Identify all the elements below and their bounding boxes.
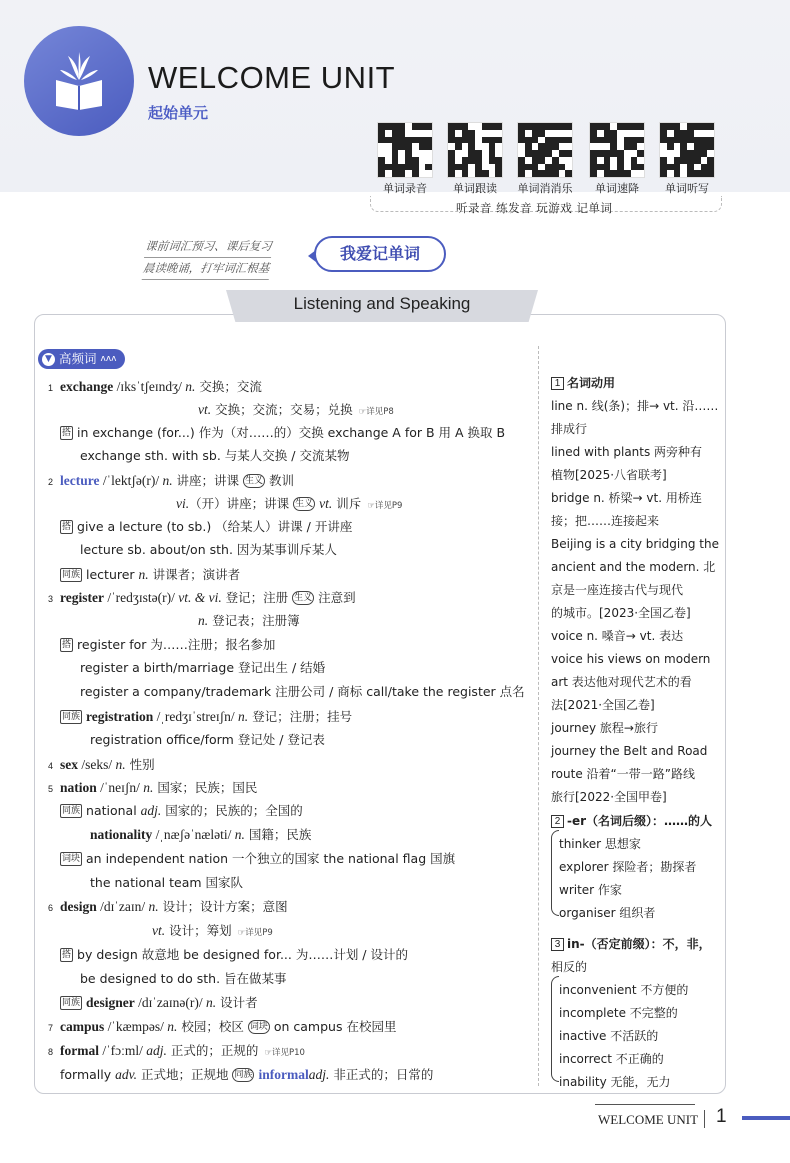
side-note-text: inability 无能，无力 bbox=[559, 1075, 671, 1089]
vocab-line bbox=[60, 802, 303, 820]
unit-subtitle: 起始单元 bbox=[148, 104, 209, 122]
chinese-meaning: 交换；交流；交易；兑换 bbox=[211, 402, 353, 417]
unit-logo bbox=[24, 26, 134, 136]
vocab-line bbox=[90, 826, 311, 844]
vocab-line bbox=[198, 401, 394, 421]
chinese-meaning: 教训 bbox=[269, 473, 295, 488]
headword: nation bbox=[60, 780, 97, 795]
side-note-text: 排成行 bbox=[551, 422, 588, 436]
chinese-meaning: 国家；民族；国民 bbox=[153, 780, 258, 795]
side-note-line bbox=[559, 835, 641, 853]
vocab-line bbox=[198, 612, 300, 630]
tag-badge: 生义 bbox=[245, 476, 264, 486]
side-note-text: writer 作家 bbox=[559, 883, 622, 897]
vocab-line bbox=[60, 850, 455, 868]
phonetic: /seks/ bbox=[78, 757, 116, 772]
side-section-number: 2 bbox=[551, 815, 564, 828]
side-note-text: 旅行[2022·全国甲卷] bbox=[551, 790, 667, 804]
vocab-line bbox=[80, 970, 287, 988]
phonetic: /ˌnæʃəˈnæləti/ bbox=[152, 827, 235, 842]
part-of-speech: n. bbox=[148, 899, 159, 914]
side-note-text: 法[2021·全国乙卷] bbox=[551, 698, 655, 712]
side-note-line bbox=[551, 958, 587, 976]
vocab-line bbox=[48, 779, 258, 797]
chevron-down-icon: ▼ bbox=[42, 353, 55, 366]
vocab-line bbox=[48, 472, 295, 490]
side-note-text: 的城市。[2023·全国乙卷] bbox=[551, 606, 691, 620]
side-note-line bbox=[559, 1004, 678, 1022]
part-of-speech: vi. bbox=[176, 496, 190, 511]
vocab-line bbox=[80, 447, 349, 465]
page-reference: ☞详见P9 bbox=[367, 501, 403, 511]
phonetic: /ɪksˈtʃeɪndʒ/ bbox=[113, 379, 186, 394]
tag-badge: 搭 bbox=[62, 428, 72, 438]
side-section-title: -er（名词后缀）：……的人 bbox=[567, 814, 713, 828]
side-note-text: inactive 不活跃的 bbox=[559, 1029, 659, 1043]
part-of-speech: n. bbox=[143, 780, 154, 795]
headword: register bbox=[60, 590, 104, 605]
qr-code-icon[interactable] bbox=[589, 122, 645, 178]
chinese-meaning: 登记；注册；挂号 bbox=[248, 709, 353, 724]
vocab-line bbox=[48, 378, 262, 396]
high-frequency-badge bbox=[38, 349, 125, 369]
part-of-speech: n. bbox=[237, 709, 249, 724]
tag-badge: 搭 bbox=[62, 950, 72, 960]
entry-number: 3 bbox=[48, 594, 54, 604]
side-note-line bbox=[551, 650, 710, 668]
side-note-line bbox=[551, 742, 707, 760]
tag-badge: 生义 bbox=[295, 499, 314, 509]
chinese-meaning: 设计；设计方案；意图 bbox=[158, 899, 288, 914]
side-note-text: lined with plants 两旁种有 bbox=[551, 445, 703, 459]
side-note-text: 植物[2025·八省联考] bbox=[551, 468, 667, 482]
entry-number: 7 bbox=[48, 1023, 54, 1033]
headword: designer bbox=[86, 995, 135, 1010]
qr-code-item[interactable] bbox=[654, 122, 720, 196]
side-note-line bbox=[551, 935, 711, 953]
side-note-line bbox=[551, 812, 712, 830]
side-note-line bbox=[551, 673, 692, 691]
vocab-line bbox=[48, 898, 288, 916]
side-note-line bbox=[551, 719, 658, 737]
part-of-speech: n. bbox=[234, 827, 245, 842]
qr-code-item[interactable] bbox=[584, 122, 650, 196]
side-note-text: organiser 组织者 bbox=[559, 906, 656, 920]
entry-text: lecture sb. about/on sth. 因为某事训斥某人 bbox=[80, 542, 337, 557]
vocab-line bbox=[48, 1042, 305, 1062]
entry-text: in exchange (for...) 作为（对……的）交换 exchange A for B 用 A 换取 B bbox=[77, 425, 506, 440]
page-reference: ☞详见P10 bbox=[264, 1048, 305, 1058]
side-note-line bbox=[551, 696, 655, 714]
side-note-line bbox=[559, 1050, 664, 1068]
tag-badge: 搭 bbox=[62, 522, 72, 532]
chinese-meaning: 注意到 bbox=[318, 590, 356, 605]
side-note-text: Beijing is a city bridging the bbox=[551, 537, 719, 551]
side-note-line bbox=[559, 981, 688, 999]
tag-badge: 同族 bbox=[62, 806, 81, 816]
brace-er bbox=[551, 830, 559, 916]
chinese-meaning: 性别 bbox=[125, 757, 155, 772]
chinese-meaning: 国家的；民族的；全国的 bbox=[161, 803, 303, 818]
entry-text: registration office/form 登记处 / 登记表 bbox=[90, 732, 325, 747]
footer-accent-bar bbox=[742, 1116, 790, 1120]
chinese-meaning: 登记表；注册簿 bbox=[208, 613, 300, 628]
vocab-line bbox=[80, 659, 325, 677]
side-note-text: incomplete 不完整的 bbox=[559, 1006, 678, 1020]
tag-badge: 同族 bbox=[62, 570, 81, 580]
part-of-speech: n. bbox=[115, 757, 126, 772]
part-of-speech: vt. bbox=[319, 496, 333, 511]
side-note-text: explorer 探险者；勘探者 bbox=[559, 860, 697, 874]
part-of-speech: n. bbox=[198, 613, 209, 628]
vocab-line bbox=[176, 495, 402, 515]
side-note-text: thinker 思想家 bbox=[559, 837, 641, 851]
vocab-line bbox=[48, 589, 356, 607]
column-divider bbox=[538, 346, 539, 1086]
note-line-2: 晨读晚诵，打牢词汇根基 bbox=[142, 258, 271, 280]
high-frequency-label: 高频词 bbox=[59, 351, 97, 366]
chinese-meaning: 登记；注册 bbox=[221, 590, 293, 605]
qr-code-item[interactable] bbox=[372, 122, 438, 196]
phonetic: /dɪˈzaɪn/ bbox=[96, 899, 149, 914]
section-title: Listening and Speaking bbox=[293, 294, 471, 313]
entry-text: an independent nation 一个独立的国家 the national flag 国旗 bbox=[86, 851, 456, 866]
tag-badge: 词块 bbox=[62, 854, 81, 864]
chinese-meaning: 设计者 bbox=[216, 995, 258, 1010]
entry-number: 4 bbox=[48, 761, 54, 771]
qr-code-icon[interactable] bbox=[659, 122, 715, 178]
footer-rule bbox=[595, 1104, 695, 1105]
side-note-text: 接；把……连接起来 bbox=[551, 514, 660, 528]
qr-code-icon[interactable] bbox=[377, 122, 433, 178]
headword: registration bbox=[86, 709, 154, 724]
entry-text: exchange sth. with sb. 与某人交换 / 交流某物 bbox=[80, 448, 350, 463]
side-note-text: ancient and the modern. 北 bbox=[551, 560, 716, 574]
headword: sex bbox=[60, 757, 78, 772]
footer-separator bbox=[704, 1110, 705, 1128]
entry-text: by design 故意地 be designed for... 为……计划 / 设计的 bbox=[77, 947, 408, 962]
side-note-line bbox=[551, 558, 715, 576]
vocab-line bbox=[48, 756, 155, 774]
side-section-number: 3 bbox=[551, 938, 564, 951]
side-note-line bbox=[559, 904, 655, 922]
vocab-line bbox=[60, 708, 352, 726]
vocab-line bbox=[60, 566, 240, 584]
qr-code-icon[interactable] bbox=[517, 122, 573, 178]
side-note-text: 相反的 bbox=[551, 960, 588, 974]
page-number: 1 bbox=[716, 1106, 727, 1127]
entry-text: give a lecture (to sb.) （给某人）讲课 / 开讲座 bbox=[77, 519, 353, 534]
side-note-text: voice his views on modern bbox=[551, 652, 711, 666]
book-icon bbox=[52, 50, 106, 112]
side-section-title: in-（否定前缀）：不，非， bbox=[567, 937, 711, 951]
side-note-text: inconvenient 不方便的 bbox=[559, 983, 689, 997]
side-note-line bbox=[551, 466, 667, 484]
entry-number: 5 bbox=[48, 784, 54, 794]
entry-text: the national team 国家队 bbox=[90, 875, 244, 890]
vocab-line bbox=[48, 1018, 397, 1036]
side-note-line bbox=[551, 788, 667, 806]
vocab-line bbox=[80, 541, 337, 559]
part-of-speech: adv. bbox=[115, 1067, 137, 1082]
part-of-speech: adj. bbox=[308, 1067, 330, 1082]
side-note-line bbox=[551, 581, 683, 599]
vocab-line bbox=[90, 874, 243, 892]
vocab-line bbox=[60, 424, 505, 442]
chinese-meaning: 交换；交流 bbox=[195, 379, 262, 394]
chinese-meaning: 讲课者；演讲者 bbox=[148, 567, 241, 582]
entry-text: register a birth/marriage 登记出生 / 结婚 bbox=[80, 660, 326, 675]
qr-code-row bbox=[372, 122, 722, 202]
side-note-text: line n. 线(条)；排→ vt. 沿…… bbox=[551, 399, 719, 413]
qr-code-label: 单词消消乐 bbox=[517, 182, 573, 195]
entry-text: register for 为……注册；报名参加 bbox=[77, 637, 276, 652]
part-of-speech: n. bbox=[162, 473, 173, 488]
vocab-line bbox=[152, 922, 273, 942]
handwritten-note bbox=[142, 236, 273, 280]
chinese-meaning: （开）讲座；讲课 bbox=[189, 496, 294, 511]
entry-text: be designed to do sth. 旨在做某事 bbox=[80, 971, 287, 986]
qr-code-label: 单词录音 bbox=[383, 182, 427, 195]
vocab-line bbox=[60, 636, 275, 654]
side-note-text: 京是一座连接古代与现代 bbox=[551, 583, 684, 597]
entry-number: 6 bbox=[48, 903, 54, 913]
side-note-text: journey the Belt and Road bbox=[551, 744, 708, 758]
side-note-line bbox=[551, 535, 719, 553]
entry-number: 1 bbox=[48, 383, 54, 393]
chinese-meaning: 非正式的；日常的 bbox=[329, 1067, 434, 1082]
part-of-speech: n. bbox=[167, 1019, 178, 1034]
brace-in bbox=[551, 976, 559, 1082]
part-of-speech: n. bbox=[185, 379, 196, 394]
wave-icon: ʌʌʌ bbox=[100, 354, 117, 364]
vocab-line bbox=[60, 518, 352, 536]
chinese-meaning: 讲座；讲课 bbox=[172, 473, 244, 488]
side-note-line bbox=[551, 420, 587, 438]
side-note-text: bridge n. 桥梁→ vt. 用桥连 bbox=[551, 491, 702, 505]
side-note-line bbox=[559, 858, 696, 876]
part-of-speech: n. bbox=[138, 567, 149, 582]
chinese-meaning: 校园；校区 bbox=[177, 1019, 248, 1034]
side-note-line bbox=[551, 765, 695, 783]
entry-text: formally bbox=[60, 1067, 116, 1082]
headword: campus bbox=[60, 1019, 105, 1034]
tag-badge: 同族 bbox=[62, 998, 81, 1008]
phonetic: /ˈneɪʃn/ bbox=[96, 780, 144, 795]
tag-badge: 搭 bbox=[62, 640, 72, 650]
tag-badge: 词块 bbox=[249, 1022, 268, 1032]
side-note-line bbox=[551, 374, 615, 392]
side-note-line bbox=[551, 443, 702, 461]
side-note-line bbox=[551, 627, 683, 645]
vocab-line bbox=[90, 731, 325, 749]
tag-badge: 同族 bbox=[62, 712, 81, 722]
entry-text: lecturer bbox=[86, 567, 139, 582]
headword: exchange bbox=[60, 379, 114, 394]
vocab-line bbox=[80, 683, 525, 701]
qr-code-icon[interactable] bbox=[447, 122, 503, 178]
side-note-text: art 表达他对现代艺术的看 bbox=[551, 675, 692, 689]
note-line-1: 课前词汇预习、课后复习 bbox=[144, 236, 273, 258]
side-note-text: incorrect 不正确的 bbox=[559, 1052, 664, 1066]
chinese-meaning: 国籍；民族 bbox=[244, 827, 312, 842]
chinese-meaning: 正式地；正规地 bbox=[137, 1067, 233, 1082]
page-reference: ☞详见P9 bbox=[237, 928, 273, 938]
side-note-line bbox=[559, 1027, 658, 1045]
qr-code-label: 单词速降 bbox=[595, 182, 639, 195]
part-of-speech: adj. bbox=[140, 803, 162, 818]
love-words-badge: 我爱记单词 bbox=[314, 236, 446, 272]
tag-badge: 同族 bbox=[234, 1070, 253, 1080]
qr-code-item[interactable] bbox=[442, 122, 508, 196]
phonetic: /ˈlektʃə(r)/ bbox=[99, 473, 163, 488]
qr-code-label: 单词听写 bbox=[665, 182, 709, 195]
phonetic: /ˈfɔːml/ bbox=[98, 1043, 147, 1058]
entry-text: register a company/trademark 注册公司 / 商标 call/take the register 点名 bbox=[80, 684, 525, 699]
chinese-meaning: 正式的；正规的 bbox=[166, 1043, 259, 1058]
unit-title: WELCOME UNIT bbox=[148, 60, 396, 95]
headword: lecture bbox=[60, 473, 100, 488]
side-note-line bbox=[559, 1073, 671, 1091]
side-note-line bbox=[559, 881, 622, 899]
vocab-line bbox=[60, 1066, 433, 1084]
side-note-text: route 沿着“一带一路”路线 bbox=[551, 767, 695, 781]
qr-code-item[interactable] bbox=[512, 122, 578, 196]
side-section-title: 名词动用 bbox=[567, 376, 616, 390]
entry-number: 2 bbox=[48, 477, 54, 487]
qr-code-label: 单词跟读 bbox=[453, 182, 497, 195]
part-of-speech: vt. bbox=[152, 923, 166, 938]
headword: design bbox=[60, 899, 97, 914]
vocab-line bbox=[60, 946, 408, 964]
side-note-text: voice n. 嗓音→ vt. 表达 bbox=[551, 629, 684, 643]
part-of-speech: vt. & vi. bbox=[178, 590, 222, 605]
headword: formal bbox=[60, 1043, 99, 1058]
side-note-line bbox=[551, 604, 691, 622]
side-note-line bbox=[551, 489, 702, 507]
headword: informal bbox=[258, 1067, 309, 1082]
side-note-line bbox=[551, 512, 659, 530]
part-of-speech: adj. bbox=[146, 1043, 167, 1058]
phonetic: /dɪˈzaɪnə(r)/ bbox=[134, 995, 206, 1010]
entry-text: national bbox=[86, 803, 141, 818]
phonetic: /ˈredʒɪstə(r)/ bbox=[103, 590, 179, 605]
entry-number: 8 bbox=[48, 1047, 54, 1057]
phonetic: /ˌredʒɪˈstreɪʃn/ bbox=[153, 709, 238, 724]
headword: nationality bbox=[90, 827, 153, 842]
part-of-speech: vt. bbox=[198, 402, 212, 417]
entry-text: on campus 在校园里 bbox=[273, 1019, 397, 1034]
chinese-meaning: 设计；筹划 bbox=[165, 923, 232, 938]
qr-tagline: 听录音 练发音 玩游戏 记单词 bbox=[456, 201, 613, 215]
tag-badge: 生义 bbox=[294, 593, 313, 603]
vocab-line bbox=[60, 994, 258, 1012]
page-reference: ☞详见P8 bbox=[358, 407, 394, 417]
part-of-speech: n. bbox=[205, 995, 217, 1010]
side-note-text: journey 旅程→旅行 bbox=[551, 721, 658, 735]
footer-unit: WELCOME UNIT bbox=[598, 1112, 699, 1127]
side-section-number: 1 bbox=[551, 377, 564, 390]
phonetic: /ˈkæmpəs/ bbox=[104, 1019, 168, 1034]
chinese-meaning: 训斥 bbox=[332, 496, 362, 511]
side-note-line bbox=[551, 397, 718, 415]
